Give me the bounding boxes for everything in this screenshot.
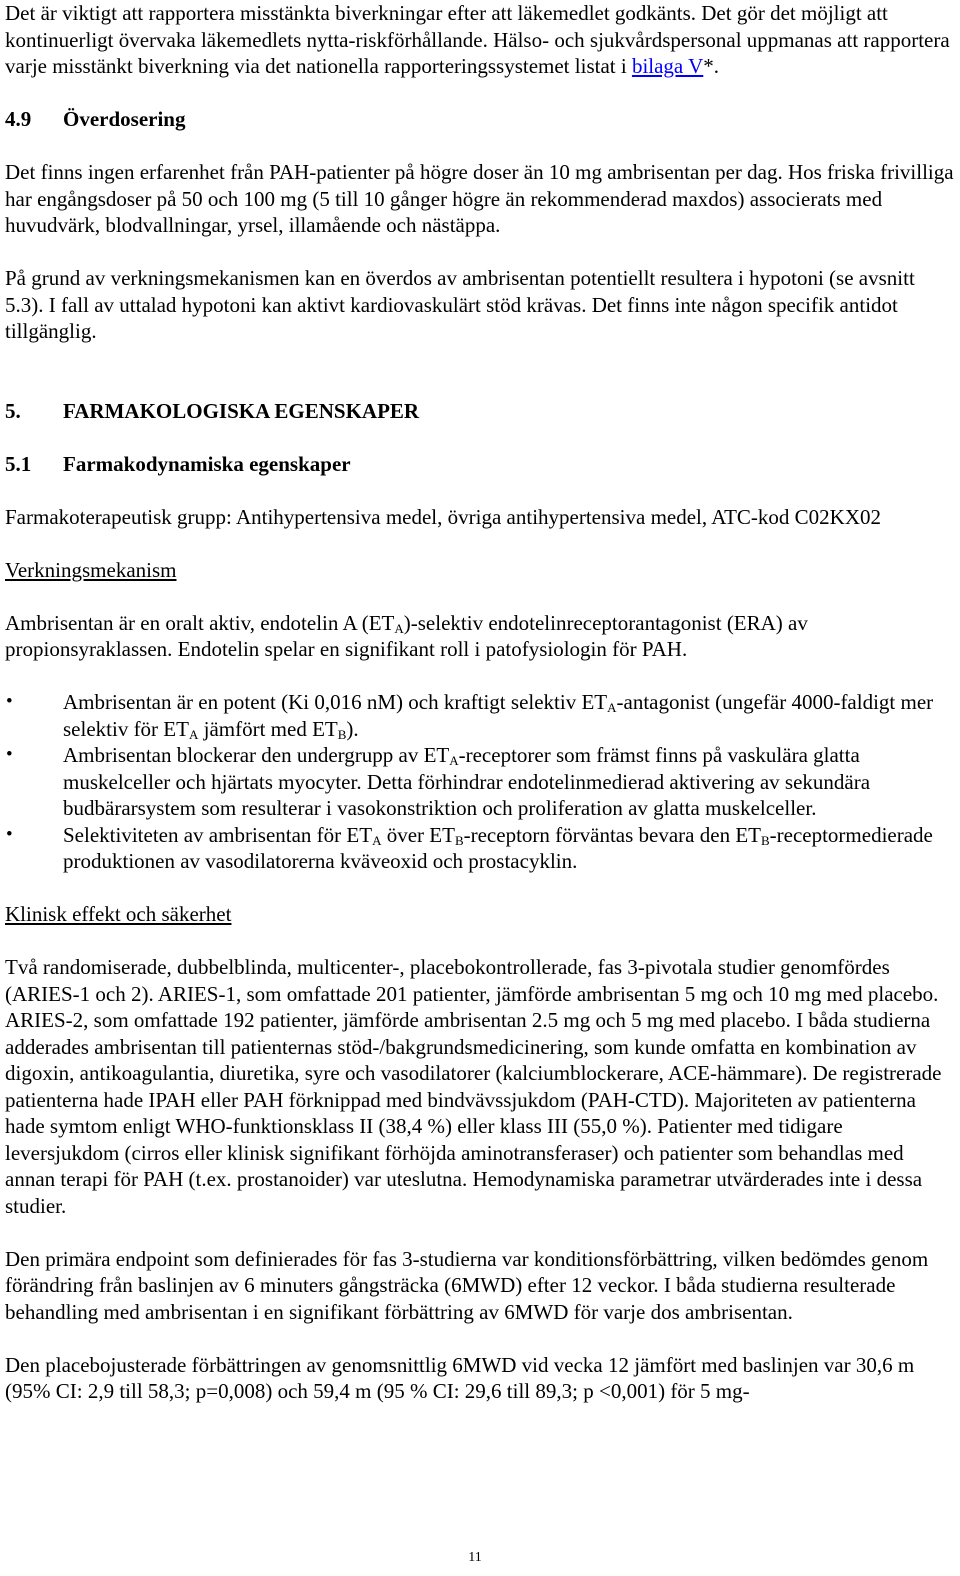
text-run: Ambrisentan är en oralt aktiv, endotelin A (ET [5,610,395,635]
section-number: 4.9 [5,107,32,131]
subscript: B [337,726,347,742]
text-run: Ambrisentan är en potent (Ki 0,016 nM) och kraftigt selektiv ET [63,690,608,714]
text-run: jämfört med ET [198,716,338,741]
section-title: Farmakodynamiska egenskaper [63,451,351,476]
mechanism-bullet-list [5,689,955,875]
section-number: 5. [5,398,21,423]
list-item [5,689,955,742]
subscript: A [188,726,199,742]
spacer [5,371,955,398]
subscript: A [372,832,382,848]
section-heading-5 [5,398,955,425]
clinical-paragraph-1: Två randomiserade, dubbelblinda, multicenter-, placebokontrollerade, fas 3-pivotala studier genomfördes (ARIES-1 och 2). ARIES-1, som omfattade 201 patienter, jämförde ambrisentan 5 mg och 10 mg med placebo. ARIES-2, som omfattade 192 patienter, jämförde ambrisentan 2.5 mg och 5 mg med placebo. I båda studierna adderades ambrisentan till patienternas stöd-/bakgrundsmedicinering, som kunde omfatta en kombination av digoxin, antikoagulantia, diuretika, syre och vasodilatorer (kalciumblockerare, ACE-hämmare). De registrerade patienterna hade IPAH eller PAH förknippad med bindvävssjukdom (PAH-CTD). Majoriteten av patienterna hade symtom enligt WHO-funktionsklass II (38,4 %) eller klass III (55,0 %). Patienter med tidigare leversjukdom (cirros eller klinisk signifikant förhöjda aminotransferaser) och patienter som behandlas med annan terapi för PAH (t.ex. prostanoider) var uteslutna. Hemodynamiska parametrar utvärderades inte i dessa studier. [5,955,942,1218]
clinical-subheading: Klinisk effekt och säkerhet [5,902,232,926]
reporting-tail: *. [703,54,720,78]
clinical-paragraph-2: Den primära endpoint som definierades för fas 3-studierna var konditionsförbättring, vilken bedömdes genom förändring från baslinjen av 6 minuters gångsträcka (6MWD) efter 12 veckor. I båda studierna resulterade behandling med ambrisentan i en signifikant förbättring av 6MWD för varje dos ambrisentan. [5,1246,929,1324]
section-number: 5.1 [5,451,32,476]
pharmacotherapeutic-group: Farmakoterapeutisk grupp: Antihypertensiva medel, övriga antihypertensiva medel, ATC-kod C02KX02 [5,504,881,529]
list-item [5,822,955,875]
mechanism-paragraph [5,610,955,663]
subscript: A [449,753,459,768]
text-run: -antagonist (ungefär 4000-faldigt mer selektiv för ET [63,690,934,741]
page-number: 11 [468,1550,482,1565]
reporting-paragraph [5,0,955,80]
mechanism-subheading: Verkningsmekanism [5,557,177,582]
section-title: Överdosering [63,107,186,131]
text-run: Selektiviteten av ambrisentan för ET [63,822,373,847]
subscript: B [760,832,770,848]
document-page [5,0,955,1431]
text-run: -receptorn förväntas bevara den ET [463,822,761,847]
text-run: -receptormedierade produktionen av vasodilatorerna kväveoxid och prostacyklin. [63,822,933,873]
text-run: -receptorer som främst finns på vaskulära glatta muskelceller och hjärtats myocyter. Detta förhindrar endotelinmedierad aktivering av sekundära budbärarsystem som resulterar i vasokonstriktion och proliferation av glatta muskelceller. [63,743,871,820]
reporting-text: Det är viktigt att rapportera misstänkta biverkningar efter att läkemedlet godkänts. Det gör det möjligt att kontinuerligt övervaka läkemedlets nytta-riskförhållande. Hälso- och sjukvårdspersonal uppmanas att rapportera varje misstänkt biverkning via det nationella rapporteringssystemet listat i [5,1,950,78]
section-heading-4-9 [5,106,955,133]
section-title: FARMAKOLOGISKA EGENSKAPER [63,398,420,423]
overdose-paragraph-1: Det finns ingen erfarenhet från PAH-patienter på högre doser än 10 mg ambrisentan per dag. Hos friska frivilliga har engångsdoser på 50 och 100 mg (5 till 10 gånger högre än rekommenderad maxdos) associerats med huvudvärk, blodvallningar, yrsel, illamående och nästäppa. [5,160,954,237]
text-run: över ET [381,822,455,847]
text-run: ). [346,716,359,741]
list-item [5,742,955,822]
subscript: A [394,620,404,636]
subscript: A [607,700,617,715]
subscript: B [454,832,464,848]
text-run: )-selektiv endotelinreceptorantagonist (ERA) av propionsyraklassen. Endotelin spelar en signifikant roll i patofysiologin för PAH. [5,610,808,661]
overdose-paragraph-2: På grund av verkningsmekanismen kan en överdos av ambrisentan potentiellt resultera i hypotoni (se avsnitt 5.3). I fall av uttalad hypotoni kan aktivt kardiovaskulärt stöd krävas. Det finns inte någon specifik antidot tillgänglig. [5,266,915,343]
clinical-paragraph-3: Den placebojusterade förbättringen av genomsnittlig 6MWD vid vecka 12 jämfört med baslinjen var 30,6 m (95% CI: 2,9 till 58,3; p=0,008) och 59,4 m (95 % CI: 29,6 till 89,3; p <0,001) för 5 mg- [5,1352,915,1403]
annex-link[interactable]: bilaga V [631,54,704,78]
text-run: Ambrisentan blockerar den undergrupp av ET [63,743,450,767]
section-heading-5-1 [5,451,955,478]
